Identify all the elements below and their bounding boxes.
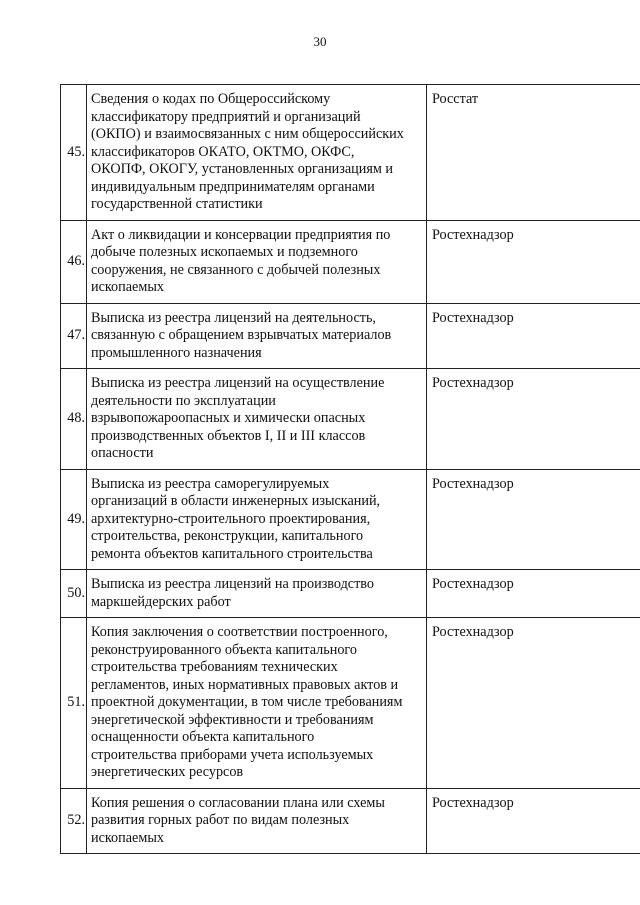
description-line: Выписка из реестра лицензий на деятельность, [91,309,376,326]
table-row [61,369,640,470]
description-line: строительства, реконструкции, капитального [91,528,364,544]
description-line: сооружения, не связанного с добычей полезных [91,261,381,278]
description-line: опасности [91,445,154,461]
responsible-agency: Ростехнадзор [427,469,640,570]
row-number: 50. [61,570,87,618]
description-line: Выписка из реестра лицензий на производство [91,576,374,592]
document-description [87,85,427,221]
description-line: энергетических ресурсов [91,764,244,780]
description-line: промышленного назначения [91,344,262,361]
description-line: классификаторов ОКАТО, ОКТМО, ОКФС, [91,143,355,160]
table-row [61,303,640,369]
document-description [87,788,427,854]
description-line: строительства приборами учета используемых [91,746,374,763]
table-row [61,618,640,789]
description-line: ископаемых [91,829,164,846]
page-number: 30 [313,34,327,49]
description-line: Акт о ликвидации и консервации предприятия по [91,226,391,243]
description-line: Выписка из реестра лицензий на осуществление [91,375,385,391]
description-line: деятельности по эксплуатации [91,392,276,409]
description-line: организаций в области инженерных изысканий, [91,493,381,509]
table-row [61,788,640,854]
document-description [87,220,427,303]
description-line: Сведения о кодах по Общероссийскому [91,91,331,107]
description-line: Копия решения о согласовании плана или схемы [91,794,385,811]
description-line: проектной документации, в том числе требованиям [91,694,403,710]
row-number: 47. [61,303,87,369]
description-line: строительства требованиям технических [91,659,338,675]
document-table [60,84,640,854]
description-line: регламентов, иных нормативных правовых актов и [91,676,399,693]
description-line: маркшейдерских работ [91,593,231,610]
description-line: архитектурно-строительного проектирования, [91,510,371,527]
description-line: (ОКПО) и взаимосвязанных с ним общероссийских [91,126,404,142]
description-line: оснащенности объекта капитального [91,729,315,745]
row-number: 49. [61,469,87,570]
description-line: производственных объектов I, II и III классов [91,427,366,444]
table-row [61,220,640,303]
document-description [87,469,427,570]
document-description [87,303,427,369]
table-row [61,469,640,570]
responsible-agency: Ростехнадзор [427,788,640,854]
document-description [87,618,427,789]
description-line: реконструированного объекта капитального [91,641,357,658]
responsible-agency: Росстат [427,85,640,221]
row-number: 51. [61,618,87,789]
responsible-agency: Ростехнадзор [427,570,640,618]
description-line: развития горных работ по видам полезных [91,812,350,828]
description-line: связанную с обращением взрывчатых материалов [91,327,392,343]
description-line: классификатору предприятий и организаций [91,108,361,125]
description-line: энергетической эффективности и требованиям [91,711,374,728]
description-line: Копия заключения о соответствии построенного, [91,624,388,640]
responsible-agency: Ростехнадзор [427,618,640,789]
description-line: ОКОПФ, ОКОГУ, установленных организациям и [91,161,393,177]
description-line: Выписка из реестра саморегулируемых [91,475,330,492]
description-line: взрывопожароопасных и химически опасных [91,410,366,426]
description-line: индивидуальным предпринимателям органами [91,178,375,195]
document-description [87,570,427,618]
table-body [61,85,640,854]
description-line: добыче полезных ископаемых и подземного [91,244,358,260]
description-line: государственной статистики [91,196,263,212]
row-number: 45. [61,85,87,221]
description-line: ископаемых [91,279,164,295]
table-row [61,85,640,221]
table-row [61,570,640,618]
responsible-agency: Ростехнадзор [427,220,640,303]
row-number: 48. [61,369,87,470]
responsible-agency: Ростехнадзор [427,303,640,369]
responsible-agency: Ростехнадзор [427,369,640,470]
description-line: ремонта объектов капитального строительства [91,545,373,562]
row-number: 46. [61,220,87,303]
document-description [87,369,427,470]
row-number: 52. [61,788,87,854]
